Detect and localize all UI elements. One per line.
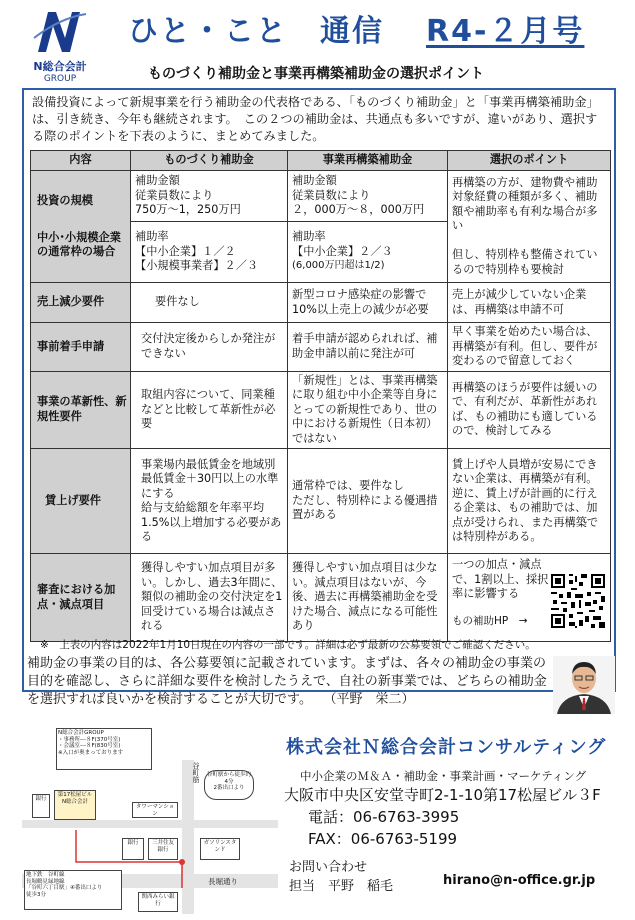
- table-cell: [288, 171, 448, 283]
- company-name: 株式会社Ｎ総合会計コンサルティング: [286, 737, 607, 758]
- cell-amount: 補助金額 従業員数により ２，000万～８，000万円: [292, 174, 425, 216]
- table-row: [31, 371, 611, 449]
- table-cell: 通常枠では、要件なし ただし、特別枠による優遇措置がある: [288, 449, 448, 554]
- table-row: [31, 554, 611, 642]
- subtitle: ものづくり補助金と事業再構築補助金の選択ポイント: [148, 66, 484, 82]
- table-cell: 新型コロナ感染症の影響で10%以上売上の減少が必要: [288, 283, 448, 323]
- logo-group: GROUP: [43, 74, 77, 84]
- row-label-main: 投資の規模: [37, 193, 93, 207]
- review-point: 一つの加点・減点で、1割以上、採択率に影響する: [452, 558, 549, 600]
- map-smbc: 三井住友銀行: [148, 838, 178, 860]
- logo-name: N総合会計: [33, 60, 87, 73]
- intro-text: 設備投資によって新規事業を行う補助金の代表格である、「ものづくり補助金」と「事業再構築補助金」は、引き続き、今年も継続されます。 この２つの補助金は、共通点も多いですが、違いがあり、選択する際のポイントを下表のように、まとめてみました。: [32, 95, 599, 143]
- footnote: ※ 上表の内容は2022年1月10日現在の内容の一部です。詳細は必ず最新の公募要領でご確認ください。: [40, 639, 536, 651]
- newsletter-title: [128, 6, 585, 50]
- table-cell: [131, 171, 288, 283]
- table-cell: 早く事業を始めたい場合は、再構築が有利。但し、要件が変わるので留意しておく: [448, 323, 611, 372]
- table-header: 内容: [31, 151, 131, 171]
- map-chokubori-label: 長堀通り: [208, 877, 238, 886]
- row-label: 審査における加点・減点項目: [31, 554, 131, 642]
- row-label-sub: 中小･小規模企業の通常枠の場合: [37, 230, 121, 258]
- map-tower-mansion: タワーマンション: [132, 802, 178, 818]
- contact-label: お問い合わせ: [289, 860, 368, 875]
- n-logo-icon: [32, 8, 88, 58]
- row-label: 事業の革新性、新規性要件: [31, 371, 131, 449]
- table-cell: 獲得しやすい加点項目が多い。しかし、過去3年間に、類似の補助金の交付決定を1回受けている場合は減点される: [131, 554, 288, 642]
- row-label: 賃上げ要件: [31, 449, 131, 554]
- table-row: [31, 449, 611, 554]
- table-cell: 要件なし: [131, 283, 288, 323]
- cell-rate: 補助率 【中小企業】１／２ 【小規模事業者】２／３: [131, 221, 287, 282]
- table-cell: 着手申請が認められれば、補助金申請以前に発注が可: [288, 323, 448, 372]
- author-portrait: [553, 656, 615, 714]
- row-label: 売上減少要件: [31, 283, 131, 323]
- table-cell: 「新規性」とは、事業再構築に取り組む中小企業等自身にとっての新規性であり、世の中における新規性（日本初）ではない: [288, 371, 448, 449]
- rate-text: 補助率 【中小企業】２／３: [292, 230, 393, 258]
- table-cell: 賃上げや人員増が安易にできない企業は、再構築が有利。逆に、賃上げが計画的に行える企業は、もの補助では、加点が受けられ、また再構築では特別枠がある。: [448, 449, 611, 554]
- map-bank-2: 銀行: [122, 838, 144, 860]
- table-cell: 交付決定後からしか発注ができない: [131, 323, 288, 372]
- table-row: [31, 323, 611, 372]
- map-exit-note: 谷町駅から徒歩約4分 2番出口より: [204, 770, 254, 800]
- row-label: [31, 171, 131, 283]
- table-header: 選択のポイント: [448, 151, 611, 171]
- table-row: [31, 283, 611, 323]
- table-header: ものづくり補助金: [131, 151, 288, 171]
- table-cell: 再構築の方が、建物費や補助対象経費の種類が多く、補助額や補助率も有利な場合が多い 但し、特別枠も整備されているので特別枠も要検討: [448, 171, 611, 283]
- contact-person: 担当 平野 稲毛: [289, 879, 394, 894]
- title-text: ひと・こと 通信: [128, 14, 384, 49]
- table-header-row: [31, 151, 611, 171]
- company-fax: FAX：06-6763-5199: [308, 830, 458, 848]
- cell-rate: [288, 221, 447, 282]
- company-logo: [12, 8, 108, 90]
- access-map: [22, 720, 278, 914]
- rate-note: (6,000万円超は1/2): [292, 260, 385, 271]
- company-business: 中小企業のＭ＆Ａ・補助金・事業計画・マーケティング: [300, 769, 587, 783]
- closing-author: （平野 栄二）: [329, 692, 415, 707]
- company-address: 大阪市中央区安堂寺町2-1-10第17松屋ビル３F: [284, 786, 601, 804]
- map-building: 第17松屋ビル N総合会計: [54, 790, 96, 820]
- content-frame: [22, 88, 616, 692]
- hp-link[interactable]: もの補助HP →: [452, 614, 528, 627]
- map-bank: 銀行: [32, 794, 50, 818]
- issue-label: R4-２月号: [426, 14, 585, 49]
- closing-body: 補助金の事業の目的は、各公募要領に記載されています。まずは、各々の補助金の事業の目的を確認し、さらに詳細な要件を検討したうえで、自社の新事業では、どちらの補助金を選択すれば良いかを検討することが大切です。: [27, 656, 547, 707]
- table-cell: 獲得しやすい加点項目は少ない。減点項目はないが、今後、過去に再構築補助金を受けた場合、減点になる可能性あり: [288, 554, 448, 642]
- map-subway-note: 地下鉄 谷町線 長堀鶴見緑地線 「谷町六丁目駅」④番出口より 徒歩3分: [24, 870, 122, 910]
- row-label: 事前着手申請: [31, 323, 131, 372]
- table-cell: 再構築のほうが要件は緩いので、有利だが、革新性があれば、もの補助にも適しているので、検討してみる: [448, 371, 611, 449]
- map-gas-station: ガソリンスタンド: [200, 838, 240, 860]
- table-header: 事業再構築補助金: [288, 151, 448, 171]
- table-cell: 事業場内最低賃金を地域別最低賃金＋30円以上の水準にする 給与支給総額を年率平均1.5%以上増加する必要がある: [131, 449, 288, 554]
- table-row: [31, 171, 611, 283]
- table-cell: 売上が減少していない企業は、再構築は申請不可: [448, 283, 611, 323]
- comparison-table: [30, 150, 611, 642]
- table-cell: 取組内容について、同業種などと比較して革新性が必要: [131, 371, 288, 449]
- cell-amount: 補助金額 従業員数により 750万～1，250万円: [135, 174, 241, 216]
- closing-text: [27, 655, 547, 709]
- map-kansai-mirai: 関西みらい銀行: [138, 892, 178, 912]
- contact-email[interactable]: hirano@n-office.gr.jp: [443, 873, 596, 888]
- map-group-box: N総合会計GROUP ・事務所---８F(370号室) ・会議室---８F(830号室) ※入口が奥まっております: [56, 728, 152, 770]
- qr-code-icon[interactable]: [549, 572, 607, 630]
- map-tanimachi-label: 谷町筋: [192, 762, 200, 783]
- company-tel: 電話：06-6763-3995: [308, 808, 460, 826]
